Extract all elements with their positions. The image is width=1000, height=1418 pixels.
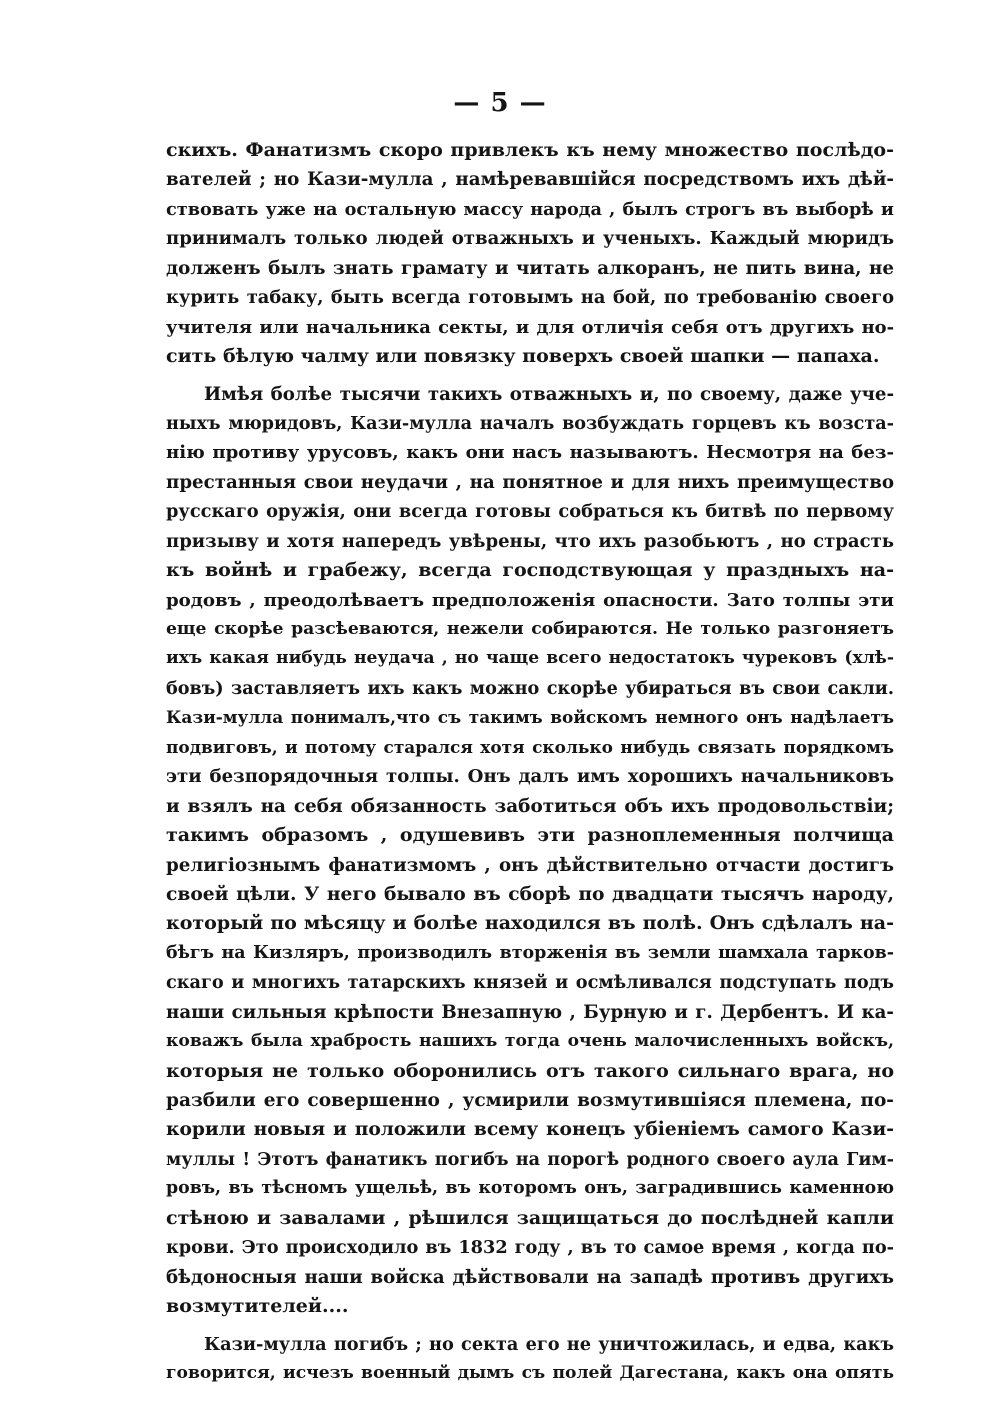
text-line: религіознымъ фанатизмомъ , онъ дѣйствительно отчасти достигъ bbox=[166, 854, 894, 876]
text-line: бѣдоносныя наши войска дѣйствовали на западѣ противъ другихъ bbox=[166, 1266, 894, 1288]
text-body bbox=[166, 136, 894, 1388]
text-line: которыя не только оборонились отъ такого сильнаго врага, но bbox=[166, 1059, 894, 1082]
text-line: скихъ. Фанатизмъ скоро привлекъ къ нему множество послѣдо- bbox=[166, 139, 894, 161]
text-line: корили новыя и положили всему конецъ убіеніемъ самого Кази- bbox=[166, 1118, 894, 1141]
text-line: бовъ) заставляетъ ихъ какъ можно скорѣе убираться въ свои сакли. bbox=[166, 677, 894, 699]
text-line: возмутителей.... bbox=[166, 1295, 349, 1318]
text-line: который по мѣсяцу и болѣе находился въ полѣ. Онъ сдѣлалъ на- bbox=[166, 912, 894, 935]
text-line: еще скорѣе разсѣеваются, нежели собираются. Не только разгоняетъ bbox=[166, 619, 894, 639]
paragraph-gap bbox=[166, 1322, 894, 1330]
text-line: учителя или начальника секты, и для отличія себя отъ другихъ но- bbox=[166, 316, 894, 338]
paragraph-2 bbox=[166, 380, 894, 1322]
text-line: наши сильныя крѣпости Внезапную , Бурную и г. Дербентъ. И ка- bbox=[166, 1001, 894, 1023]
text-line: эти безпорядочныя толпы. Онъ далъ имъ хорошихъ начальниковъ bbox=[166, 766, 894, 788]
paragraph-3 bbox=[166, 1330, 894, 1389]
text-line: ствовать уже на остальную массу народа , былъ строгъ въ выборѣ и bbox=[166, 198, 894, 220]
text-line: крови. Это происходило въ 1832 году , въ то самое время , когда по- bbox=[166, 1237, 894, 1259]
text-line: и взялъ на себя обязанность заботиться объ ихъ продовольствіи; bbox=[166, 795, 894, 817]
text-line: Кази-мулла погибъ ; но секта его не уничтожилась, и едва, какъ bbox=[204, 1333, 894, 1355]
text-line: Имѣя болѣе тысячи такихъ отважныхъ и, по своему, даже уче- bbox=[204, 383, 894, 405]
text-line: сить бѣлую чалму или повязку поверхъ своей шапки — папаха. bbox=[166, 345, 880, 368]
page-number: — 5 — bbox=[453, 88, 547, 118]
text-line: скаго и многихъ татарскихъ князей и осмѣливался подступать подъ bbox=[166, 972, 894, 994]
text-line: стѣною и завалами , рѣшился защищаться до послѣдней капли bbox=[166, 1206, 894, 1229]
text-line: нію противу урусовъ, какъ они насъ называютъ. Несмотря на без- bbox=[166, 442, 894, 464]
text-line: такимъ образомъ , одушевивъ эти разноплеменныя полчища bbox=[166, 824, 894, 847]
text-line: разбили его совершенно , усмирили возмутившіяся племена, по- bbox=[166, 1090, 894, 1111]
text-line: коважъ была храбрость нашихъ тогда очень малочисленныхъ войскъ, bbox=[166, 1031, 894, 1052]
text-line: муллы ! Этотъ фанатикъ погибъ на порогѣ родного своего аула Гим- bbox=[166, 1148, 894, 1170]
text-line: Кази-мулла понималъ,что съ такимъ войскомъ немного онъ надѣлаетъ bbox=[166, 707, 894, 728]
text-line: говорится, исчезъ военный дымъ съ полей Дагестана, какъ она опять bbox=[166, 1362, 894, 1383]
text-line: вателей ; но Кази-мулла , намѣревавшійся посредствомъ ихъ дѣй- bbox=[166, 169, 894, 191]
text-line: ровъ, въ тѣсномъ ущельѣ, въ которомъ онъ, заградившись каменною bbox=[166, 1178, 894, 1199]
text-line: ныхъ мюридовъ, Кази-мулла началъ возбуждать горцевъ къ возста- bbox=[166, 412, 894, 434]
text-line: русскаго оружія, они всегда готовы собраться къ битвѣ по первому bbox=[166, 501, 894, 523]
text-line: подвиговъ, и потому старался хотя сколько нибудь связать порядкомъ bbox=[166, 736, 894, 757]
text-line: своей цѣли. У него бывало въ сборѣ по двадцати тысячъ народу, bbox=[166, 882, 894, 905]
text-line: призыву и хотя напередъ увѣрены, что ихъ разобьютъ , но страсть bbox=[166, 530, 894, 552]
text-line: къ войнѣ и грабежу, всегда господствующая у праздныхъ на- bbox=[166, 559, 894, 582]
text-line: родовъ , преодолѣваетъ предположенія опасности. Зато толпы эти bbox=[166, 589, 894, 611]
text-line: престанныя свои неудачи , на понятное и для нихъ преимущество bbox=[166, 471, 894, 493]
text-line: принималъ только людей отважныхъ и ученыхъ. Каждый мюридъ bbox=[166, 228, 894, 250]
paragraph-gap bbox=[166, 372, 894, 380]
text-line: курить табаку, быть всегда готовымъ на бой, по требованію своего bbox=[166, 287, 894, 309]
text-line: бѣгъ на Кизляръ, производилъ вторженія въ земли шамхала тарков- bbox=[166, 942, 894, 963]
paragraph-1 bbox=[166, 136, 894, 372]
text-line: ихъ какая нибудь неудача , но чаще всего недостатокъ чурековъ (хлѣ- bbox=[166, 648, 894, 669]
text-line: долженъ былъ знать грамату и читать алкоранъ, не пить вина, не bbox=[166, 257, 894, 279]
